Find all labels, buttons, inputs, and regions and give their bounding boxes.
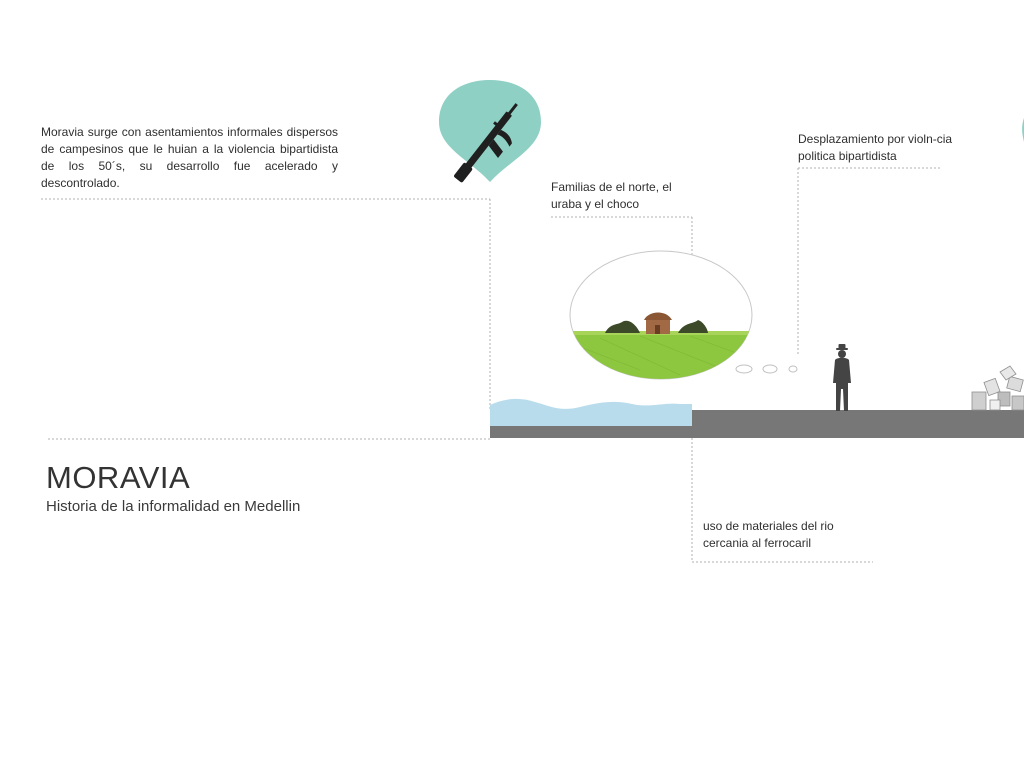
rifle-pin-icon (439, 80, 541, 192)
debris-materials-icon (972, 366, 1024, 410)
ground-high (692, 410, 1024, 438)
person-silhouette-icon (833, 344, 851, 411)
intro-note: Moravia surge con asentamientos informales dispersos de campesinos que le huian a la violencia bipartidista de los 50´s, su desarrollo fue acelerado y descontrolado. (41, 125, 338, 190)
page-subtitle: Historia de la informalidad en Medellin (46, 498, 301, 515)
page-title: MORAVIA (46, 460, 191, 495)
river-water (490, 399, 692, 426)
countryside-thought-bubble-icon (560, 251, 797, 391)
families-note: Familias de el norte, el uraba y el choco (551, 180, 672, 211)
materials-note: uso de materiales del rio cercania al ferrocaril (703, 519, 834, 550)
displacement-note: Desplazamiento por violn-cia politica bipartidista (798, 132, 953, 163)
ground-low (490, 426, 692, 438)
